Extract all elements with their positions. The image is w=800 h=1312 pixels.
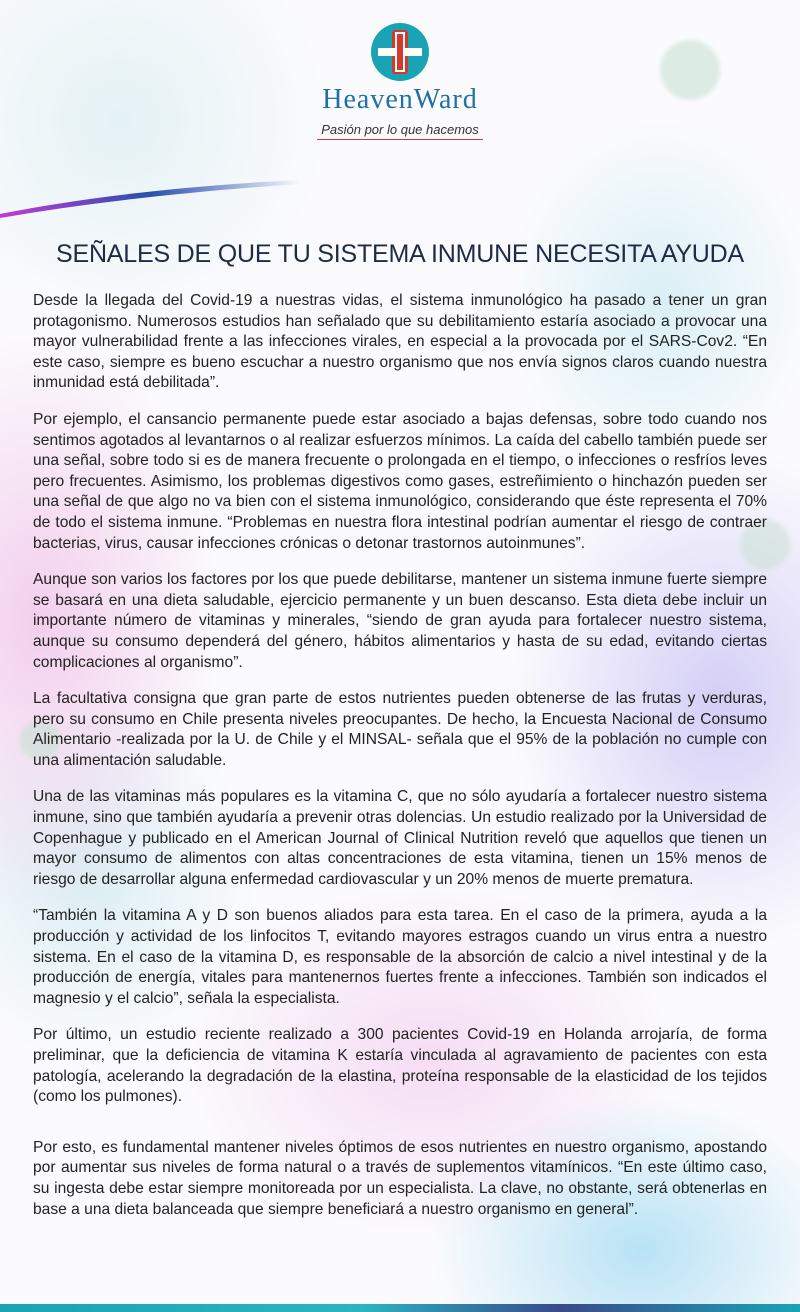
article-paragraph: Por último, un estudio reciente realizado a 300 pacientes Covid-19 en Holanda arrojaría, de forma preliminar, que la deficiencia de vitamina K estaría vinculada al agravamiento de pacientes con esta patología, acelerando la degradación de la elastina, proteína responsable de la elasticidad de los tejidos (como los pulmones). [33,1026,767,1106]
article [33,240,767,1236]
article-paragraph: La facultativa consigna que gran parte de estos nutrientes pueden obtenerse de las frutas y verduras, pero su consumo en Chile presenta niveles preocupantes. De hecho, la Encuesta Nacional de Consumo Alimentario -realizada por la U. de Chile y el MINSAL- señala que el 95% de la población no cumple con una alimentación saludable. [33,690,767,769]
article-paragraph: “También la vitamina A y D son buenos aliados para esta tarea. En el caso de la primera, ayuda a la producción y actividad de los linfocitos T, evitando mayores estragos cuando un virus entra a nuestro sistema. En el caso de la vitamina D, es responsable de la absorción de calcio a nivel intestinal y de la producción de energía, vitales para mantenernos fuertes frente a infecciones. También son indicados el magnesio y el calcio”, señala la especialista. [33,907,767,1007]
brand-swoosh [0,178,300,218]
brand-tagline: Pasión por lo que hacemos [317,122,483,140]
article-paragraph: Por ejemplo, el cansancio permanente puede estar asociado a bajas defensas, sobre todo cuando nos sentimos agotados al levantarnos o al realizar esfuerzos mínimos. La caída del cabello también puede ser una señal, sobre todo si es de manera frecuente o prolongada en el tiempo, o infecciones o resfríos leves pero frecuentes. Asimismo, los problemas digestivos como gases, estreñimiento o hinchazón pueden ser una señal de que algo no va bien con el sistema inmunológico, considerando que éste representa el 70% de todo el sistema inmune. “Problemas en nuestra flora intestinal podrían aumentar el riesgo de contraer bacterias, virus, causar infecciones crónicas o detonar trastornos autoinmunes”. [33,410,767,552]
article-title: SEÑALES DE QUE TU SISTEMA INMUNE NECESITA AYUDA [56,240,744,268]
article-paragraph: Aunque son varios los factores por los que puede debilitarse, mantener un sistema inmune fuerte siempre se basará en una dieta saludable, ejercicio permanente y un buen descanso. Esta dieta debe incluir un importante número de vitaminas y minerales, “siendo de gran ayuda para fortalecer nuestro sistema, aunque su consumo dependerá del género, hábitos alimentarios y hasta de su edad, evitando ciertas complicaciones al organismo”. [33,571,767,671]
article-paragraph: Por esto, es fundamental mantener niveles óptimos de esos nutrientes en nuestro organismo, apostando por aumentar sus niveles de forma natural o a través de suplementos vitamínicos. “En este último caso, su ingesta debe estar siempre monitoreada por un especialista. La clave, no obstante, será obtenerlas en base a una dieta balanceada que siempre beneficiará a nuestro organismo en general”. [33,1138,767,1218]
brand-name: HeavenWard [322,84,478,115]
article-paragraph: Desde la llegada del Covid-19 a nuestras vidas, el sistema inmunológico ha pasado a tener un gran protagonismo. Numerosos estudios han señalado que su debilitamiento estaría asociado a provocar una mayor vulnerabilidad frente a las infecciones virales, en especial a la provocada por el SARS-Cov2. “En este caso, siempre es bueno escuchar a nuestro organismo que nos envía signos claros cuando nuestra inmunidad está debilitada”. [33,292,767,392]
article-paragraph: Una de las vitaminas más populares es la vitamina C, que no sólo ayudaría a fortalecer nuestro sistema inmune, sino que también ayudaría a prevenir otras dolencias. Un estudio realizado por la Universidad de Copenhague y publicado en el American Journal of Clinical Nutrition reveló que aquellos que tienen un mayor consumo de alimentos con altas concentraciones de esta vitamina, tienen un 15% menos de riesgo de desarrollar alguna enfermedad cardiovascular y un 20% menos de muerte prematura. [33,788,767,888]
footer-bar [0,1304,800,1312]
brand-logo [0,22,800,140]
heavenward-logo-icon [370,22,430,82]
